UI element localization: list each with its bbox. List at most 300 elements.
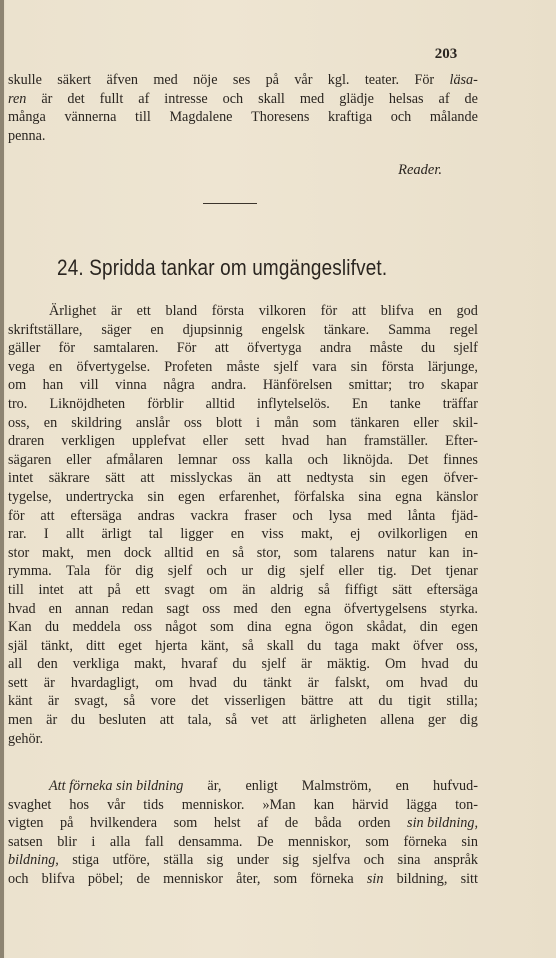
word: hvad	[420, 674, 448, 691]
text-line	[8, 321, 478, 340]
last-paragraph	[8, 777, 478, 889]
word: som	[293, 544, 318, 561]
word: sina	[397, 852, 421, 869]
word: lärjunge,	[427, 358, 478, 375]
word: smittar;	[348, 377, 393, 394]
word: sjelf	[453, 340, 478, 357]
word: egna	[304, 600, 332, 617]
text-line	[8, 339, 478, 358]
word: Det	[410, 563, 432, 580]
word: som	[210, 619, 234, 636]
word: sin	[350, 358, 368, 375]
text-line	[8, 469, 478, 488]
word: sin bildning,	[407, 815, 478, 832]
word: du	[70, 712, 86, 729]
word: oss	[202, 600, 221, 617]
word: Det	[407, 451, 429, 468]
word: tänkt,	[40, 637, 73, 654]
word: För	[414, 72, 435, 88]
word: de	[284, 815, 299, 832]
word: allena	[380, 712, 415, 729]
word: tro	[408, 377, 425, 394]
word: vilkoren	[258, 303, 306, 319]
word: och	[390, 109, 412, 126]
word: är	[41, 90, 53, 107]
word: på	[107, 581, 121, 598]
word: härvid	[352, 796, 389, 813]
word: draren	[8, 433, 45, 450]
word: eller	[413, 414, 439, 431]
word: af	[257, 815, 269, 832]
word: enligt	[245, 778, 278, 794]
text-line	[8, 432, 478, 451]
word: dina	[247, 619, 272, 636]
word: natur	[387, 544, 417, 561]
word: egna	[284, 619, 312, 636]
word: i	[91, 833, 96, 850]
word: på	[265, 72, 279, 88]
word: så	[232, 544, 245, 561]
word: liknöjda.	[342, 451, 394, 468]
word: de	[464, 90, 478, 107]
word: är	[307, 674, 319, 691]
word: under	[236, 852, 270, 869]
word: pöbel;	[87, 870, 124, 887]
word: hjerta	[155, 637, 188, 654]
word: blifva	[41, 870, 75, 887]
word: intresse	[164, 90, 208, 107]
word: öfvertygelsens	[344, 600, 427, 617]
word: det	[67, 90, 85, 107]
word: ger	[427, 712, 446, 729]
word: sätt	[105, 470, 125, 487]
word: misslyckas	[170, 470, 233, 487]
word: säger	[101, 321, 132, 338]
word: eget	[118, 637, 142, 654]
word: visserligen	[224, 693, 286, 710]
word: skådat,	[366, 619, 407, 636]
word: förfalska	[293, 488, 345, 505]
word: all	[8, 656, 23, 673]
word: ärligt	[101, 526, 132, 543]
word: känt	[8, 693, 33, 710]
word: att	[351, 303, 367, 319]
word: du	[232, 674, 248, 691]
word: tänkare.	[323, 321, 370, 338]
text-line	[8, 127, 478, 146]
word: regel	[449, 321, 478, 338]
word: som	[365, 833, 390, 850]
word: själ	[8, 637, 28, 654]
word: tala,	[187, 712, 212, 729]
word: svagt	[164, 581, 195, 598]
word: andra.	[211, 377, 247, 394]
text-line	[8, 451, 478, 470]
word: Samma	[388, 321, 431, 338]
word: oss	[232, 451, 251, 468]
word: samtalaren.	[93, 340, 159, 357]
word: sin	[369, 470, 386, 487]
word: du	[463, 656, 478, 673]
word: menniskor,	[288, 833, 351, 850]
word: men	[86, 544, 112, 561]
word: för	[104, 563, 122, 580]
word: är	[43, 674, 55, 691]
word: öfver-	[443, 470, 478, 487]
word: fiffigt	[344, 581, 378, 598]
word: makt	[371, 637, 400, 654]
word: och	[8, 870, 29, 887]
word: säkrare	[48, 470, 90, 487]
text-line	[8, 777, 478, 796]
word: god	[456, 303, 478, 319]
text-line	[8, 581, 478, 600]
word: hvad	[8, 600, 36, 617]
word: viss	[261, 526, 284, 543]
word: det	[191, 693, 209, 710]
word: blifva	[380, 303, 414, 319]
word: inflytelselös.	[256, 395, 330, 412]
word: eller	[66, 451, 92, 468]
word: styrka.	[439, 600, 478, 617]
word: sig	[282, 852, 299, 869]
text-line	[8, 395, 478, 414]
word: hvardagligt,	[70, 674, 140, 691]
word: hvad	[189, 674, 217, 691]
word: första	[211, 303, 245, 319]
text-line	[8, 796, 478, 815]
text-line	[8, 618, 478, 637]
word: Magdalene	[169, 109, 233, 126]
word: svaghet	[8, 796, 52, 813]
word: något	[165, 619, 197, 636]
word: tigit	[408, 693, 431, 710]
word: sjelf	[261, 656, 286, 673]
word: åter,	[236, 870, 261, 887]
text-line	[8, 71, 478, 90]
word: bättre	[301, 693, 334, 710]
word: eller	[338, 563, 364, 580]
word: och	[363, 852, 385, 869]
text-line	[8, 870, 478, 889]
word: du	[463, 674, 478, 691]
word: känslor	[436, 488, 478, 505]
word: sagt	[166, 600, 190, 617]
word: måste	[369, 340, 403, 357]
word: densamma.	[178, 833, 243, 850]
word: en	[464, 526, 478, 543]
word: en	[43, 414, 58, 431]
word: ögon	[324, 619, 354, 636]
word: tig.	[378, 563, 397, 580]
word: falskt,	[334, 674, 370, 691]
word: tro.	[8, 395, 28, 412]
word: om	[155, 674, 174, 691]
word: kan	[313, 796, 335, 813]
word: af	[138, 90, 150, 107]
word: första	[381, 358, 414, 375]
word: sitt	[460, 870, 478, 887]
text-line	[8, 302, 478, 321]
word: Efter-	[445, 433, 478, 450]
word: som	[173, 815, 198, 832]
text-line	[8, 562, 478, 581]
word: de	[136, 870, 150, 887]
word: kraftiga	[328, 109, 373, 126]
word: skildring	[71, 414, 122, 431]
text-line	[8, 414, 478, 433]
word: säkert	[57, 72, 92, 88]
word: bildning,	[8, 852, 59, 869]
word: sin	[366, 870, 384, 887]
word: en	[48, 358, 63, 375]
word: mån	[274, 414, 299, 431]
word: är	[110, 303, 122, 319]
word: bildning,	[396, 870, 448, 887]
word: hufvud-	[433, 778, 478, 794]
word: teater.	[364, 72, 400, 88]
word: af	[438, 90, 450, 107]
word: äfven	[106, 72, 138, 88]
word: för	[320, 303, 338, 319]
word: vännerna	[64, 109, 117, 126]
word: stor,	[256, 544, 282, 561]
word: meddela	[72, 619, 121, 636]
word: dig	[459, 712, 478, 729]
word: oss	[133, 619, 152, 636]
word: helst	[213, 815, 241, 832]
word: än	[242, 581, 256, 598]
word: Om	[384, 656, 407, 673]
word: glädje	[339, 90, 374, 107]
word: att	[214, 340, 229, 357]
word: så	[241, 637, 254, 654]
word: men	[8, 712, 33, 729]
word: du	[307, 637, 322, 654]
word: öfvertyga	[247, 340, 302, 357]
word: vår	[107, 796, 126, 813]
word: För	[176, 340, 197, 357]
word: tjenar	[445, 563, 478, 580]
text-line	[8, 637, 478, 656]
word: han	[42, 377, 64, 394]
word: gäller	[8, 340, 41, 357]
word: om	[385, 674, 405, 691]
word: måste	[226, 358, 260, 375]
word: en	[395, 778, 409, 794]
word: ur	[241, 563, 254, 580]
word: förneka	[403, 833, 447, 850]
text-line	[8, 376, 478, 395]
page-gutter-shadow	[0, 0, 4, 958]
word: hos	[69, 796, 90, 813]
word: att	[276, 470, 291, 487]
word: skall	[258, 90, 285, 107]
word: egen	[451, 619, 478, 636]
text-line	[8, 730, 478, 749]
word: upplefvat	[131, 433, 186, 450]
word: tänkaren	[350, 414, 400, 431]
word: kgl.	[327, 72, 350, 88]
word: talarens	[330, 544, 375, 561]
word: så	[123, 693, 136, 710]
word: och	[292, 507, 313, 524]
word: besluten	[98, 712, 147, 729]
text-line	[8, 358, 478, 377]
word: gehör.	[8, 730, 44, 747]
word: vega	[8, 358, 35, 375]
word: att	[159, 712, 174, 729]
word: menniskor.	[181, 796, 245, 813]
word: till	[135, 109, 151, 126]
text-line	[8, 600, 478, 619]
word: några	[163, 377, 195, 394]
word: blir	[57, 833, 77, 850]
word: med	[367, 507, 392, 524]
word: att	[348, 693, 363, 710]
word: som	[312, 414, 337, 431]
word: egen	[178, 488, 205, 505]
word: dock	[123, 544, 152, 561]
word: makt,	[42, 544, 74, 561]
word: läsa-	[449, 72, 478, 88]
word: en	[428, 303, 442, 319]
word: Thoresens	[251, 109, 310, 126]
word: eftersäga	[426, 581, 478, 598]
word: dig	[267, 563, 286, 580]
word: sin	[461, 833, 478, 850]
word: känt,	[200, 637, 229, 654]
word: skriftställare,	[8, 321, 83, 338]
word: sig	[206, 852, 224, 869]
text-line	[8, 711, 478, 730]
word: verkliga	[72, 656, 120, 673]
word: förneka	[310, 870, 354, 887]
word: att	[40, 507, 55, 524]
word: ligger	[180, 526, 214, 543]
word: andra	[319, 340, 352, 357]
word: stilla;	[446, 693, 478, 710]
text-line	[8, 692, 478, 711]
word: ren	[8, 90, 27, 107]
top-paragraph	[8, 71, 478, 145]
word: undertrycka	[65, 488, 134, 505]
word: rar.	[8, 526, 27, 543]
word: kan	[428, 544, 450, 561]
word: ton-	[455, 796, 478, 813]
word: att	[140, 470, 155, 487]
word: tal	[148, 526, 163, 543]
word: träffar	[442, 395, 478, 412]
word: en	[48, 600, 62, 617]
word: nedtysta	[306, 470, 354, 487]
word: lånta	[407, 507, 436, 524]
word: De	[256, 833, 274, 850]
word: en	[230, 526, 245, 543]
word: fraser	[244, 507, 277, 524]
word: egen	[401, 470, 429, 487]
word: sett	[244, 433, 265, 450]
word: fullt	[99, 90, 124, 107]
word: är	[47, 693, 59, 710]
word: ovilkorligen	[377, 526, 448, 543]
word: du	[44, 619, 60, 636]
word: vet	[250, 712, 269, 729]
word: tids	[143, 796, 164, 813]
word: den	[270, 600, 292, 617]
word: lemnar	[177, 451, 218, 468]
word: Ärlighet	[49, 303, 97, 319]
word: hvilkendera	[90, 815, 157, 832]
word: orden	[358, 815, 391, 832]
word: satsen	[8, 833, 43, 850]
word: han	[326, 433, 347, 450]
text-line	[8, 90, 478, 109]
word: eller	[202, 433, 228, 450]
word: vore	[150, 693, 176, 710]
word: sätt	[392, 581, 412, 598]
word: redan	[121, 600, 154, 617]
word: allt	[65, 526, 85, 543]
word: skulle	[8, 72, 42, 88]
word: framställer.	[363, 433, 429, 450]
text-line	[8, 507, 478, 526]
word: är	[300, 656, 312, 673]
word: skil-	[452, 414, 478, 431]
word: med	[233, 600, 258, 617]
word: är	[46, 712, 58, 729]
word: om	[209, 581, 228, 598]
word: En	[352, 395, 368, 412]
word: många	[8, 109, 46, 126]
word: svagt,	[74, 693, 108, 710]
word: egna	[395, 488, 423, 505]
word: dig	[135, 563, 154, 580]
word: skall	[267, 637, 294, 654]
word: den	[37, 656, 58, 673]
word: med	[153, 72, 178, 88]
word: båda	[314, 815, 342, 832]
word: sjelf	[167, 563, 193, 580]
word: helsas	[388, 90, 424, 107]
word: penna.	[8, 127, 46, 144]
word: erfarenhet,	[218, 488, 280, 505]
word: makt,	[300, 526, 333, 543]
word: tanke	[389, 395, 421, 412]
word: hvad	[421, 656, 449, 673]
word: mäktig.	[326, 656, 370, 673]
word: anspråk	[433, 852, 478, 869]
word: du	[378, 693, 393, 710]
word: tygelse,	[8, 488, 52, 505]
word: engelsk	[261, 321, 305, 338]
word: sjelf	[273, 358, 299, 375]
word: in-	[462, 544, 478, 561]
word: en	[150, 321, 164, 338]
word: Liknöjdheten	[49, 395, 126, 412]
word: Profeten	[164, 358, 213, 375]
word: makt,	[134, 656, 167, 673]
word: bland	[165, 303, 198, 319]
word: du	[232, 656, 247, 673]
word: vinna	[115, 377, 147, 394]
text-line	[8, 488, 478, 507]
word: menniskor	[163, 870, 223, 887]
word: finnes	[443, 451, 478, 468]
word: tänkt	[263, 674, 292, 691]
word: Att förneka sin bildning	[49, 778, 184, 794]
word: ej	[350, 526, 361, 543]
